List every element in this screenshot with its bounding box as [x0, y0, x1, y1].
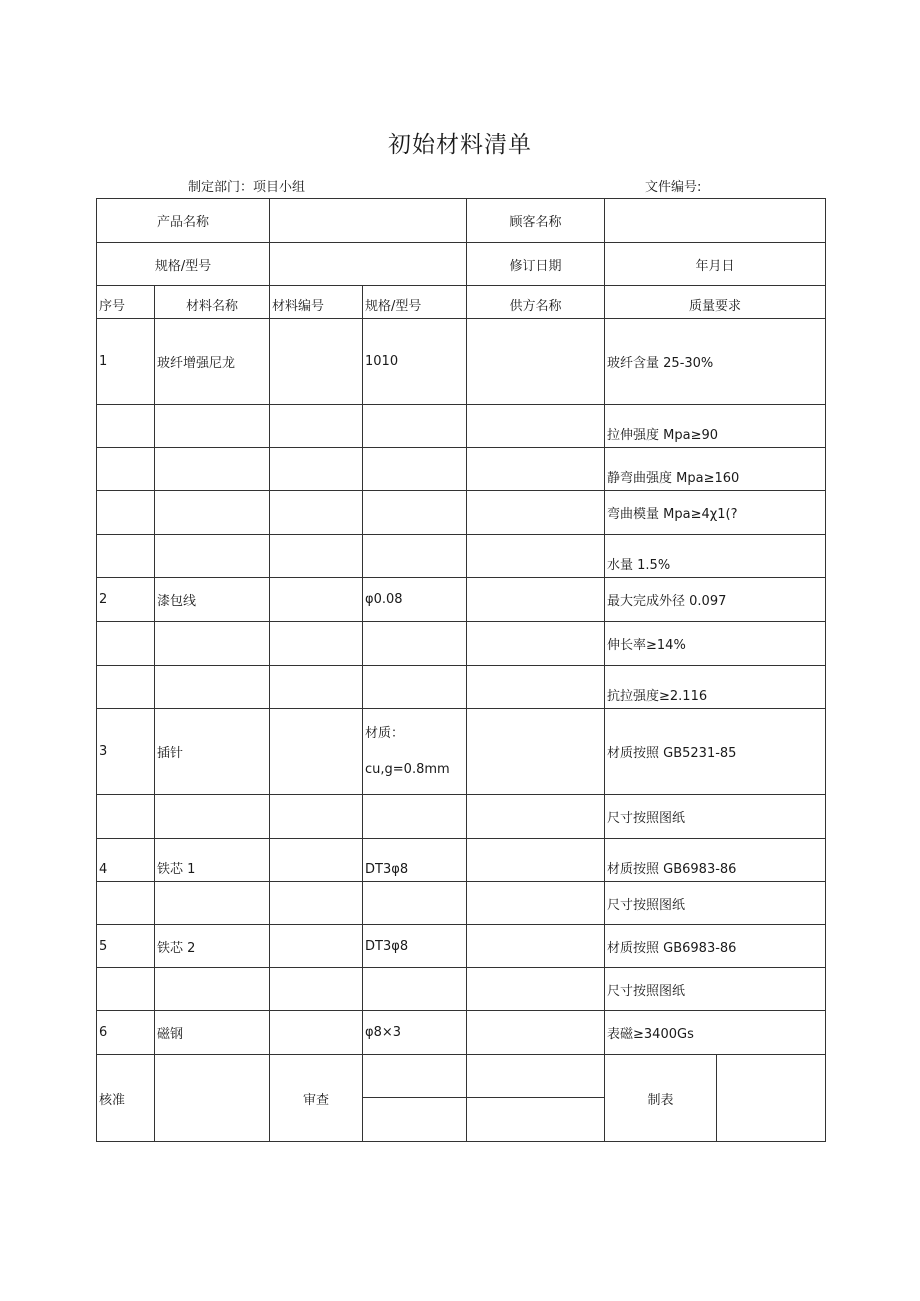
row-spec — [363, 491, 467, 535]
row-spec — [363, 968, 467, 1011]
row-supplier — [467, 968, 605, 1011]
customer-name-label: 顾客名称 — [467, 199, 605, 243]
material-list-table — [96, 198, 826, 1142]
row-spec-line-1: 材质： — [365, 725, 405, 741]
col-header-material-code: 材料编号 — [270, 286, 363, 319]
prepared-signature[interactable] — [717, 1055, 826, 1142]
row-seq — [97, 968, 155, 1011]
row-quality: 弯曲模量 Mpa≥4χ1(? — [605, 491, 826, 535]
revision-date-value[interactable]: 年月日 — [605, 243, 826, 286]
row-supplier — [467, 925, 605, 968]
row-material-code — [270, 578, 363, 622]
approve-signature[interactable] — [155, 1055, 270, 1142]
row-seq: 6 — [97, 1011, 155, 1055]
row-quality: 材质按照 GB6983-86 — [605, 839, 826, 882]
row-seq: 4 — [97, 839, 155, 882]
row-supplier — [467, 405, 605, 448]
row-material-name: 漆包线 — [155, 578, 270, 622]
department-label: 制定部门：项目小组 — [188, 180, 306, 195]
row-material-code — [270, 709, 363, 795]
row-material-code — [270, 405, 363, 448]
table-row — [97, 622, 826, 666]
review-signature-4[interactable] — [467, 1098, 605, 1142]
row-supplier — [467, 491, 605, 535]
row-material-code — [270, 882, 363, 925]
row-spec — [363, 405, 467, 448]
product-name-value[interactable] — [270, 199, 467, 243]
row-spec: DT3φ8 — [363, 839, 467, 882]
review-label: 审查 — [270, 1055, 363, 1142]
table-row — [97, 666, 826, 709]
table-row — [97, 795, 826, 839]
row-material-name — [155, 448, 270, 491]
row-quality: 尺寸按照图纸 — [605, 882, 826, 925]
row-material-code — [270, 795, 363, 839]
row-spec: φ8×3 — [363, 1011, 467, 1055]
table-row — [97, 319, 826, 405]
row-supplier — [467, 709, 605, 795]
row-seq — [97, 795, 155, 839]
row-material-name — [155, 882, 270, 925]
spec-row — [97, 243, 826, 286]
table-row — [97, 839, 826, 882]
row-supplier — [467, 622, 605, 666]
col-header-spec: 规格/型号 — [363, 286, 467, 319]
row-material-code — [270, 448, 363, 491]
row-quality: 材质按照 GB5231-85 — [605, 709, 826, 795]
customer-name-value[interactable] — [605, 199, 826, 243]
row-material-name — [155, 666, 270, 709]
signature-row — [97, 1055, 826, 1098]
row-material-name: 铁芯 1 — [155, 839, 270, 882]
row-material-code — [270, 1011, 363, 1055]
row-material-code — [270, 622, 363, 666]
row-quality: 玻纤含量 25-30% — [605, 319, 826, 405]
table-row — [97, 405, 826, 448]
row-quality: 尺寸按照图纸 — [605, 795, 826, 839]
row-spec — [363, 448, 467, 491]
row-supplier — [467, 882, 605, 925]
column-header-row — [97, 286, 826, 319]
document-title: 初始材料清单 — [388, 132, 532, 158]
col-header-supplier: 供方名称 — [467, 286, 605, 319]
row-spec: 1010 — [363, 319, 467, 405]
table-row — [97, 1011, 826, 1055]
table-row — [97, 448, 826, 491]
row-quality: 材质按照 GB6983-86 — [605, 925, 826, 968]
row-material-name — [155, 622, 270, 666]
row-material-name: 插针 — [155, 709, 270, 795]
row-quality: 伸长率≥14% — [605, 622, 826, 666]
table-row — [97, 925, 826, 968]
row-supplier — [467, 666, 605, 709]
row-seq: 5 — [97, 925, 155, 968]
row-quality: 最大完成外径 0.097 — [605, 578, 826, 622]
spec-value[interactable] — [270, 243, 467, 286]
row-material-code — [270, 535, 363, 578]
col-header-quality: 质量要求 — [605, 286, 826, 319]
table-row — [97, 491, 826, 535]
row-seq — [97, 491, 155, 535]
row-seq — [97, 622, 155, 666]
row-supplier — [467, 448, 605, 491]
row-material-name: 玻纤增强尼龙 — [155, 319, 270, 405]
product-name-label: 产品名称 — [97, 199, 270, 243]
table-row — [97, 968, 826, 1011]
row-quality: 静弯曲强度 Mpa≥160 — [605, 448, 826, 491]
review-signature-2[interactable] — [467, 1055, 605, 1098]
row-supplier — [467, 795, 605, 839]
row-material-code — [270, 666, 363, 709]
row-spec — [363, 882, 467, 925]
product-row — [97, 199, 826, 243]
row-spec — [363, 666, 467, 709]
row-material-code — [270, 925, 363, 968]
row-seq — [97, 535, 155, 578]
row-material-code — [270, 491, 363, 535]
col-header-seq: 序号 — [97, 286, 155, 319]
row-seq — [97, 448, 155, 491]
row-material-code — [270, 319, 363, 405]
row-quality: 表磁≥3400Gs — [605, 1011, 826, 1055]
table-row — [97, 578, 826, 622]
row-supplier — [467, 839, 605, 882]
table-row — [97, 882, 826, 925]
row-seq: 1 — [97, 319, 155, 405]
row-supplier — [467, 1011, 605, 1055]
row-material-code — [270, 968, 363, 1011]
row-material-code — [270, 839, 363, 882]
col-header-material-name: 材料名称 — [155, 286, 270, 319]
review-signature-3[interactable] — [363, 1098, 467, 1142]
approve-label: 核准 — [97, 1055, 155, 1142]
doc-number-label: 文件编号: — [645, 180, 702, 195]
row-spec — [363, 795, 467, 839]
row-material-name — [155, 405, 270, 448]
table-row — [97, 535, 826, 578]
row-seq — [97, 666, 155, 709]
review-signature-1[interactable] — [363, 1055, 467, 1098]
row-spec — [363, 535, 467, 578]
row-quality: 尺寸按照图纸 — [605, 968, 826, 1011]
table-row — [97, 709, 826, 795]
spec-label: 规格/型号 — [97, 243, 270, 286]
row-supplier — [467, 578, 605, 622]
row-seq — [97, 405, 155, 448]
revision-date-label: 修订日期 — [467, 243, 605, 286]
row-material-name: 铁芯 2 — [155, 925, 270, 968]
row-supplier — [467, 535, 605, 578]
row-spec: DT3φ8 — [363, 925, 467, 968]
row-spec — [363, 622, 467, 666]
row-material-name: 磁钢 — [155, 1011, 270, 1055]
row-seq — [97, 882, 155, 925]
row-seq: 2 — [97, 578, 155, 622]
row-supplier — [467, 319, 605, 405]
row-spec-line-2: cu,g=0.8mm — [365, 761, 450, 777]
row-seq: 3 — [97, 709, 155, 795]
row-material-name — [155, 795, 270, 839]
row-quality: 抗拉强度≥2.116 — [605, 666, 826, 709]
row-material-name — [155, 968, 270, 1011]
row-quality: 拉伸强度 Mpa≥90 — [605, 405, 826, 448]
row-spec — [363, 709, 467, 795]
row-quality: 水量 1.5% — [605, 535, 826, 578]
prepared-label: 制表 — [605, 1055, 717, 1142]
row-material-name — [155, 535, 270, 578]
row-spec: φ0.08 — [363, 578, 467, 622]
row-material-name — [155, 491, 270, 535]
